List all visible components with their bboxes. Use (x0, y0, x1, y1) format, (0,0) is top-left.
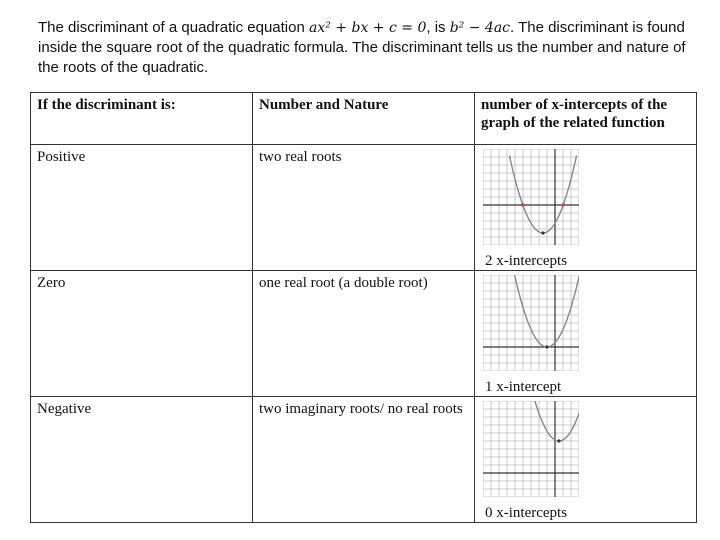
case-cell: Zero (31, 271, 253, 397)
nature-cell: two imaginary roots/ no real roots (253, 397, 475, 523)
intercepts-label: 2 x-intercepts (485, 253, 568, 269)
table-row (31, 145, 697, 271)
vertex-point (545, 345, 548, 348)
quadratic-equation: ax² + bx + c = 0 (309, 20, 427, 36)
header-discriminant: If the discriminant is: (31, 93, 253, 145)
case-cell: Positive (31, 145, 253, 271)
intercepts-cell (475, 271, 697, 397)
graph-one-intercept (483, 275, 579, 371)
discriminant-table (30, 92, 697, 523)
header-number-nature: Number and Nature (253, 93, 475, 145)
x-intercept-point (561, 203, 565, 207)
case-cell: Negative (31, 397, 253, 523)
intercepts-label: 1 x-intercept (485, 379, 562, 395)
intro-paragraph (38, 18, 698, 78)
discriminant-formula: b² − 4ac (449, 20, 511, 36)
intro-text-3: . The discriminant is found inside the square root of the quadratic formula. The discriminant tells us the number and nature of the roots of the quadratic. (38, 19, 686, 76)
intercepts-cell (475, 397, 697, 523)
intercepts-label: 0 x-intercepts (485, 505, 568, 521)
nature-cell: one real root (a double root) (253, 271, 475, 397)
table-row (31, 271, 697, 397)
intercepts-cell (475, 145, 697, 271)
table-header-row (31, 93, 697, 145)
table-row (31, 397, 697, 523)
graph-no-intercepts (483, 401, 579, 497)
nature-cell: two real roots (253, 145, 475, 271)
x-intercept-point (521, 203, 525, 207)
vertex-point (557, 439, 560, 442)
graph-two-intercepts (483, 149, 579, 245)
intro-text-2: , is (426, 19, 450, 36)
vertex-point (541, 231, 544, 234)
header-x-intercepts: number of x-intercepts of the graph of the related function (475, 93, 697, 145)
intro-text-1: The discriminant of a quadratic equation (38, 19, 309, 36)
